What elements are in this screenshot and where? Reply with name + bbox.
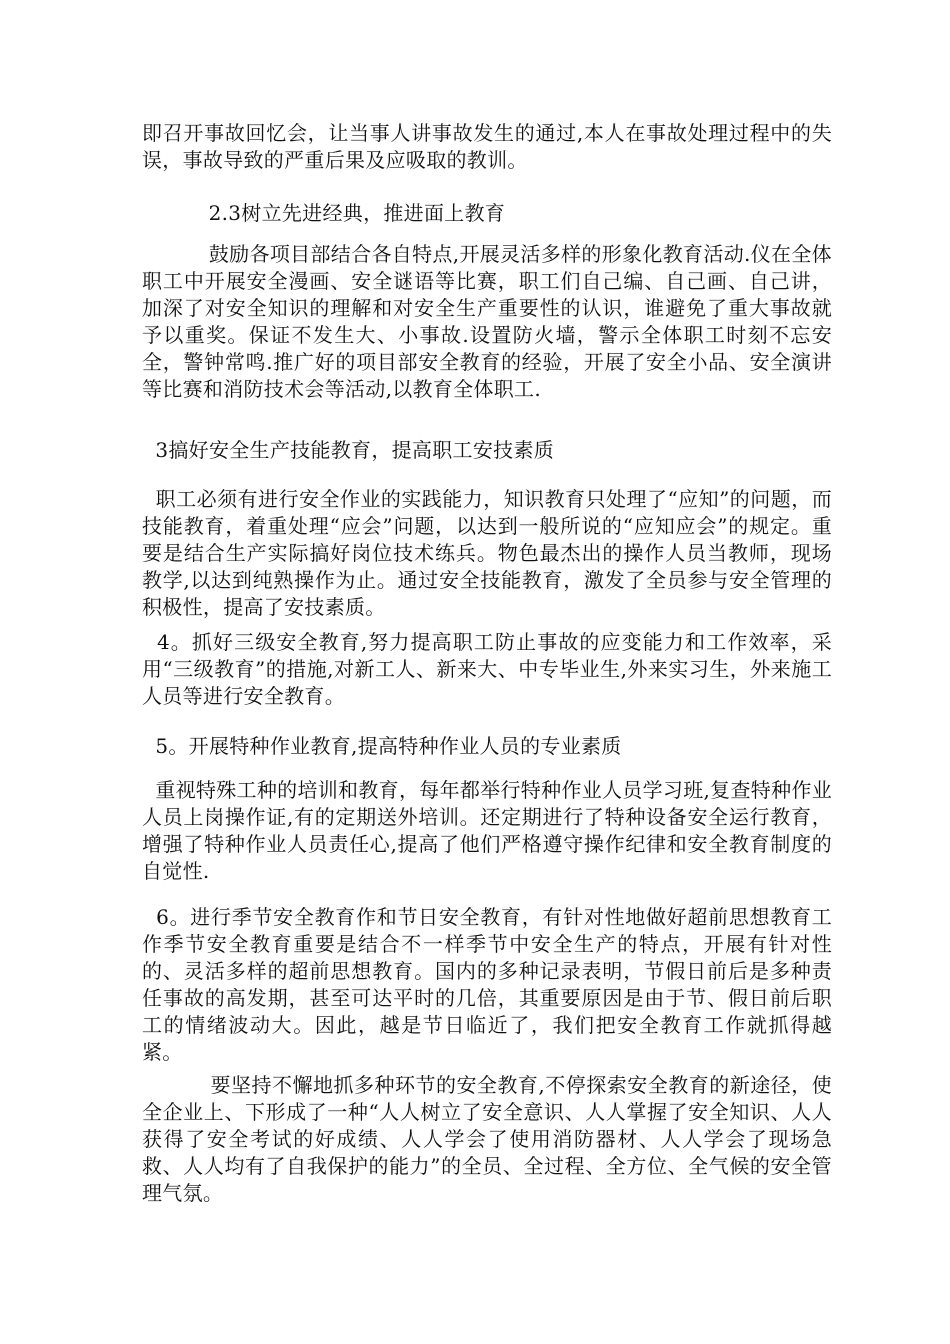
paragraph-special-operations: 重视特殊工种的培训和教育，每年都举行特种作业人员学习班,复查特种作业人员上岗操作证,有的定期送外培训。还定期进行了特种设备安全运行教育，增强了特种作业人员责任心,提高了他们严格遵守操作纪律和安全教育制度的自觉性. [142,778,832,883]
paragraph-image-education: 鼓励各项目部结合各自特点,开展灵活多样的形象化教育活动.仪在全体职工中开展安全漫画、安全谜语等比赛，职工们自己编、自己画、自己讲，加深了对安全知识的理解和对安全生产重要性的认识，谁避免了重大事故就予以重奖。保证不发生大、小事故.设置防火墙，警示全体职工时刻不忘安全，警钟常鸣.推广好的项目部安全教育的经验，开展了安全小品、安全演讲等比赛和消防技术会等活动,以教育全体职工. [142,242,832,401]
heading-3: 3搞好安全生产技能教育，提高职工安技素质 [142,438,555,462]
heading-2-3: 2.3树立先进经典，推进面上教育 [142,201,506,225]
heading-5: 5。开展特种作业教育,提高特种作业人员的专业素质 [142,734,622,758]
paragraph-seasonal-education: 6。进行季节安全教育作和节日安全教育，有针对性地做好超前思想教育工作季节安全教育重要是结合不一样季节中安全生产的特点，开展有针对性的、灵活多样的超前思想教育。国内的多种记录表明，节假日前后是多种责任事故的高发期，甚至可达平时的几倍，其重要原因是由于节、假日前后职工的情绪波动大。因此，越是节日临近了，我们把安全教育工作就抓得越紧。 [142,905,833,1064]
paragraph-skill-education: 职工必须有进行安全作业的实践能力，知识教育只处理了“应知”的问题，而技能教育，着重处理“应会”问题，以达到一般所说的“应知应会”的规定。重要是结合生产实际搞好岗位技术练兵。物色最杰出的操作人员当教师，现场教学,以达到纯熟操作为止。通过安全技能教育，激发了全员参与安全管理的积极性，提高了安技素质。 [142,487,832,619]
paragraph-accident-review: 即召开事故回忆会，让当事人讲事故发生的通过,本人在事故处理过程中的失误，事故导致的严重后果及应吸取的教训。 [142,121,832,172]
paragraph-conclusion: 要坚持不懈地抓多种环节的安全教育,不停探索安全教育的新途径，使全企业上、下形成了一种“人人树立了安全意识、人人掌握了安全知识、人人获得了安全考试的好成绩、人人学会了使用消防器材、人人学会了现场急救、人人均有了自我保护的能力”的全员、全过程、全方位、全气候的安全管理气氛。 [142,1073,832,1205]
paragraph-three-level-education: 4。抓好三级安全教育,努力提高职工防止事故的应变能力和工作效率，采用“三级教育”的措施,对新工人、新来大、中专毕业生,外来实习生，外来施工人员等进行安全教育。 [142,630,832,708]
